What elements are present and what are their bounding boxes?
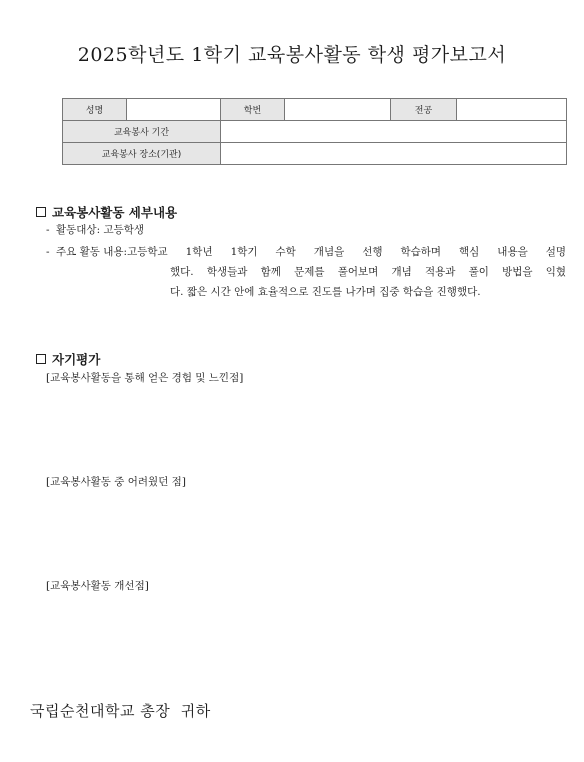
activity-label: 주요 활동 내용: [56, 246, 128, 258]
student-id-label: 학번 [221, 99, 285, 121]
document-title: 2025학년도 1학기 교육봉사활동 학생 평가보고서 [77, 44, 507, 66]
name-label: 성명 [63, 99, 127, 121]
self-eval-heading-text: 자기평가 [52, 352, 101, 367]
difficulty-label: [교육봉사활동 중 어려웠던 점] [46, 476, 186, 488]
major-field[interactable] [457, 99, 567, 121]
details-heading-text: 교육봉사활동 세부내용 [52, 205, 178, 220]
period-label: 교육봉사 기간 [63, 121, 221, 143]
name-field[interactable] [127, 99, 221, 121]
self-eval-heading [36, 350, 100, 368]
checkbox-icon [36, 207, 46, 217]
addressee-text: 국립순천대학교 총장 귀하 [30, 702, 211, 720]
experience-label: [교육봉사활동을 통해 얻은 경험 및 느낀점] [46, 372, 244, 384]
target-label: 활동대상: [56, 224, 104, 236]
place-field[interactable] [221, 143, 567, 165]
place-label: 교육봉사 장소(기관) [63, 143, 221, 165]
activity-label-wrap [46, 242, 127, 262]
student-id-field[interactable] [285, 99, 391, 121]
table-row [63, 143, 567, 165]
activity-line-2: 했다. 학생들과 함께 문제를 풀어보며 개념 적용과 풀이 방법을 익혔 [170, 266, 566, 278]
dash-marker: - [46, 246, 50, 258]
target-line [46, 220, 144, 240]
dash-marker: - [46, 224, 50, 236]
period-field[interactable] [221, 121, 567, 143]
checkbox-icon [36, 354, 46, 364]
table-row [63, 121, 567, 143]
activity-block [46, 242, 566, 302]
student-info-table [62, 98, 567, 165]
activity-line-1: 고등학교 1학년 1학기 수학 개념을 선행 학습하며 핵심 내용을 설명 [127, 246, 566, 258]
target-value: 고등학생 [103, 224, 145, 236]
improvement-label: [교육봉사활동 개선점] [46, 580, 149, 592]
details-heading [36, 203, 177, 221]
major-label: 전공 [391, 99, 457, 121]
activity-line-3: 다. 짧은 시간 안에 효율적으로 진도를 나가며 집중 학습을 진행했다. [170, 286, 481, 298]
table-row [63, 99, 567, 121]
